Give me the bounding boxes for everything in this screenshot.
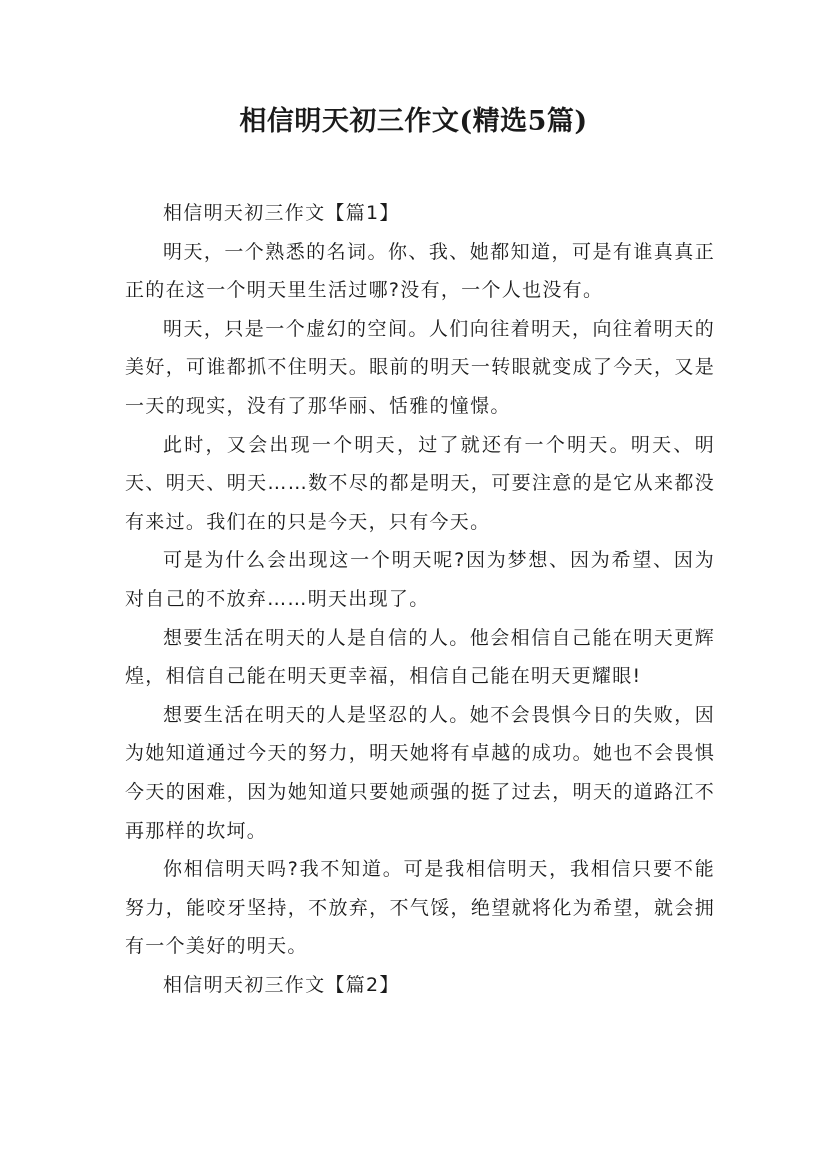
document-title: 相信明天初三作文(精选5篇) <box>239 106 588 137</box>
paragraph: 你相信明天吗?我不知道。可是我相信明天，我相信只要不能努力，能咬牙坚持，不放弃，不气馁，绝望就将化为希望，就会拥有一个美好的明天。 <box>125 858 715 958</box>
paragraph: 想要生活在明天的人是坚忍的人。她不会畏惧今日的失败，因为她知道通过今天的努力，明天她将有卓越的成功。她也不会畏惧今天的困难，因为她知道只要她顽强的挺了过去，明天的道路江不再那样的坎坷。 <box>125 703 715 842</box>
paragraph: 明天，只是一个虚幻的空间。人们向往着明天，向往着明天的美好，可谁都抓不住明天。眼前的明天一转眼就变成了今天，又是一天的现实，没有了那华丽、恬雅的憧憬。 <box>125 317 715 417</box>
section-heading: 相信明天初三作文【篇1】 <box>163 202 400 224</box>
paragraph: 明天，一个熟悉的名词。你、我、她都知道，可是有谁真真正正的在这一个明天里生活过哪?没有，一个人也没有。 <box>125 240 715 302</box>
paragraph: 可是为什么会出现这一个明天呢?因为梦想、因为希望、因为对自己的不放弃……明天出现了。 <box>125 549 715 610</box>
section-heading: 相信明天初三作文【篇2】 <box>163 973 400 996</box>
document-body <box>125 194 715 1004</box>
paragraph: 此时，又会出现一个明天，过了就还有一个明天。明天、明天、明天、明天……数不尽的都是明天，可要注意的是它从来都没有来过。我们在的只是今天，只有今天。 <box>125 433 715 533</box>
paragraph: 想要生活在明天的人是自信的人。他会相信自己能在明天更辉煌，相信自己能在明天更幸福，相信自己能在明天更耀眼! <box>125 626 715 688</box>
